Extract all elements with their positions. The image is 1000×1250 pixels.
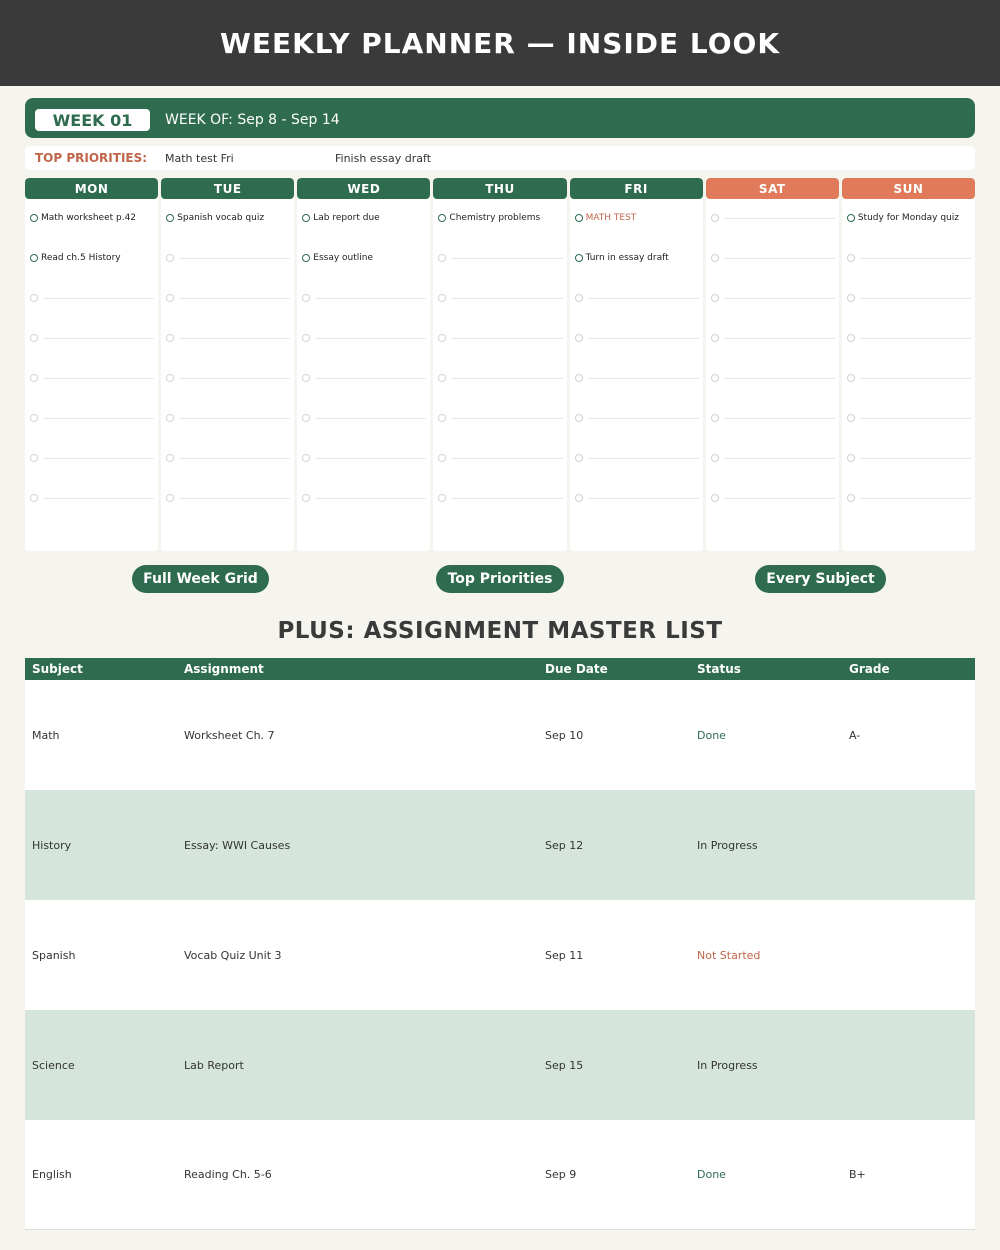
writing-line xyxy=(588,338,699,339)
writing-line xyxy=(860,258,971,259)
checkbox-circle-icon[interactable] xyxy=(711,374,719,382)
task-text: Spanish vocab quiz xyxy=(177,213,265,223)
checkbox-circle-icon[interactable] xyxy=(575,334,583,342)
writing-line xyxy=(860,458,971,459)
writing-line xyxy=(43,418,154,419)
day-column-sun xyxy=(842,178,975,551)
checkbox-circle-icon[interactable] xyxy=(166,294,174,302)
column-header-assignment: Assignment xyxy=(184,662,264,676)
task-item[interactable] xyxy=(433,199,566,239)
checkbox-circle-icon[interactable] xyxy=(30,454,38,462)
checkbox-circle-icon[interactable] xyxy=(302,214,310,222)
writing-line xyxy=(179,498,290,499)
week-bar xyxy=(25,98,975,138)
checkbox-circle-icon[interactable] xyxy=(302,334,310,342)
day-header: MON xyxy=(25,178,158,199)
writing-line xyxy=(43,498,154,499)
empty-task-slot[interactable] xyxy=(297,319,430,359)
writing-line xyxy=(588,498,699,499)
feature-pill-full-week-grid: Full Week Grid xyxy=(132,565,269,593)
cell-assignment: Vocab Quiz Unit 3 xyxy=(184,948,282,962)
empty-task-slot[interactable] xyxy=(706,319,839,359)
checkbox-circle-icon[interactable] xyxy=(30,494,38,502)
column-header-grade: Grade xyxy=(849,662,890,676)
checkbox-circle-icon[interactable] xyxy=(847,254,855,262)
checkbox-circle-icon[interactable] xyxy=(166,454,174,462)
cell-grade: A- xyxy=(849,728,861,742)
table-row[interactable] xyxy=(25,1120,975,1230)
writing-line xyxy=(179,418,290,419)
task-text: MATH TEST xyxy=(585,213,637,223)
checkbox-circle-icon[interactable] xyxy=(711,334,719,342)
task-text: Essay outline xyxy=(313,253,374,263)
checkbox-circle-icon[interactable] xyxy=(30,414,38,422)
checkbox-circle-icon[interactable] xyxy=(847,374,855,382)
assignment-table xyxy=(25,658,975,1230)
task-item[interactable] xyxy=(25,199,158,239)
day-header: FRI xyxy=(570,178,703,199)
task-item[interactable] xyxy=(297,199,430,239)
empty-task-slot[interactable] xyxy=(706,359,839,399)
day-column-mon xyxy=(25,178,158,551)
empty-task-slot[interactable] xyxy=(25,479,158,519)
day-column-fri xyxy=(570,178,703,551)
task-item[interactable] xyxy=(297,239,430,279)
cell-status: Not Started xyxy=(697,948,761,962)
checkbox-circle-icon[interactable] xyxy=(711,454,719,462)
checkbox-circle-icon[interactable] xyxy=(438,454,446,462)
empty-task-slot[interactable] xyxy=(297,399,430,439)
checkbox-circle-icon[interactable] xyxy=(575,214,583,222)
checkbox-circle-icon[interactable] xyxy=(847,414,855,422)
checkbox-circle-icon[interactable] xyxy=(438,294,446,302)
checkbox-circle-icon[interactable] xyxy=(575,494,583,502)
priority-item[interactable]: Finish essay draft xyxy=(335,151,432,165)
day-header: THU xyxy=(433,178,566,199)
empty-task-slot[interactable] xyxy=(433,279,566,319)
writing-line xyxy=(724,378,835,379)
empty-task-slot[interactable] xyxy=(842,359,975,399)
checkbox-circle-icon[interactable] xyxy=(438,494,446,502)
checkbox-circle-icon[interactable] xyxy=(847,334,855,342)
task-text: Turn in essay draft xyxy=(585,253,669,263)
empty-task-slot[interactable] xyxy=(161,359,294,399)
writing-line xyxy=(315,378,426,379)
task-text: Chemistry problems xyxy=(449,213,541,223)
task-text: Study for Monday quiz xyxy=(857,213,959,223)
empty-task-slot[interactable] xyxy=(25,319,158,359)
cell-assignment: Lab Report xyxy=(184,1058,244,1072)
cell-subject: Math xyxy=(32,728,60,742)
empty-task-slot[interactable] xyxy=(570,439,703,479)
checkbox-circle-icon[interactable] xyxy=(166,374,174,382)
writing-line xyxy=(179,338,290,339)
writing-line xyxy=(724,498,835,499)
writing-line xyxy=(860,378,971,379)
feature-pill-top-priorities: Top Priorities xyxy=(436,565,564,593)
empty-task-slot[interactable] xyxy=(570,279,703,319)
table-header xyxy=(25,658,975,680)
empty-task-slot[interactable] xyxy=(570,399,703,439)
checkbox-circle-icon[interactable] xyxy=(847,214,855,222)
writing-line xyxy=(179,258,290,259)
empty-task-slot[interactable] xyxy=(433,439,566,479)
empty-task-slot[interactable] xyxy=(297,439,430,479)
checkbox-circle-icon[interactable] xyxy=(711,494,719,502)
writing-line xyxy=(315,458,426,459)
writing-line xyxy=(179,378,290,379)
checkbox-circle-icon[interactable] xyxy=(166,254,174,262)
checkbox-circle-icon[interactable] xyxy=(438,374,446,382)
task-item[interactable] xyxy=(161,199,294,239)
writing-line xyxy=(724,298,835,299)
writing-line xyxy=(43,298,154,299)
writing-line xyxy=(724,458,835,459)
task-text: Math worksheet p.42 xyxy=(41,213,137,223)
empty-task-slot[interactable] xyxy=(706,479,839,519)
cell-status: In Progress xyxy=(697,1058,758,1072)
cell-assignment: Essay: WWI Causes xyxy=(184,838,291,852)
checkbox-circle-icon[interactable] xyxy=(302,294,310,302)
checkbox-circle-icon[interactable] xyxy=(166,334,174,342)
checkbox-circle-icon[interactable] xyxy=(711,294,719,302)
week-grid xyxy=(25,178,975,551)
checkbox-circle-icon[interactable] xyxy=(302,494,310,502)
checkbox-circle-icon[interactable] xyxy=(438,334,446,342)
empty-task-slot[interactable] xyxy=(706,399,839,439)
column-header-status: Status xyxy=(697,662,741,676)
writing-line xyxy=(860,418,971,419)
table-row[interactable] xyxy=(25,1010,975,1120)
priority-item[interactable]: Math test Fri xyxy=(165,151,234,165)
empty-task-slot[interactable] xyxy=(570,479,703,519)
checkbox-circle-icon[interactable] xyxy=(575,414,583,422)
cell-due: Sep 15 xyxy=(545,1058,584,1072)
checkbox-circle-icon[interactable] xyxy=(30,334,38,342)
writing-line xyxy=(451,258,562,259)
empty-task-slot[interactable] xyxy=(433,319,566,359)
cell-subject: History xyxy=(32,838,72,852)
task-text: Read ch.5 History xyxy=(41,253,121,263)
empty-task-slot[interactable] xyxy=(706,439,839,479)
checkbox-circle-icon[interactable] xyxy=(302,414,310,422)
writing-line xyxy=(724,338,835,339)
writing-line xyxy=(43,378,154,379)
empty-task-slot[interactable] xyxy=(706,199,839,239)
checkbox-circle-icon[interactable] xyxy=(847,454,855,462)
day-header: SUN xyxy=(842,178,975,199)
table-row[interactable] xyxy=(25,900,975,1010)
task-item[interactable] xyxy=(570,199,703,239)
checkbox-circle-icon[interactable] xyxy=(30,374,38,382)
writing-line xyxy=(860,298,971,299)
task-item[interactable] xyxy=(25,239,158,279)
checkbox-circle-icon[interactable] xyxy=(847,294,855,302)
checkbox-circle-icon[interactable] xyxy=(438,214,446,222)
task-item[interactable] xyxy=(570,239,703,279)
writing-line xyxy=(588,298,699,299)
writing-line xyxy=(451,418,562,419)
writing-line xyxy=(588,458,699,459)
empty-task-slot[interactable] xyxy=(842,399,975,439)
checkbox-circle-icon[interactable] xyxy=(30,254,38,262)
table-row[interactable] xyxy=(25,790,975,900)
cell-status: In Progress xyxy=(697,838,758,852)
empty-task-slot[interactable] xyxy=(842,319,975,359)
empty-task-slot[interactable] xyxy=(161,239,294,279)
writing-line xyxy=(588,378,699,379)
cell-due: Sep 9 xyxy=(545,1168,577,1181)
empty-task-slot[interactable] xyxy=(297,359,430,399)
writing-line xyxy=(451,378,562,379)
empty-task-slot[interactable] xyxy=(842,239,975,279)
checkbox-circle-icon[interactable] xyxy=(711,414,719,422)
top-priorities-bar xyxy=(25,146,975,170)
empty-task-slot[interactable] xyxy=(433,399,566,439)
empty-task-slot[interactable] xyxy=(706,279,839,319)
writing-line xyxy=(315,338,426,339)
checkbox-circle-icon[interactable] xyxy=(575,254,583,262)
priorities-label: TOP PRIORITIES: xyxy=(35,151,148,165)
writing-line xyxy=(451,498,562,499)
writing-line xyxy=(860,498,971,499)
checkbox-circle-icon[interactable] xyxy=(30,294,38,302)
empty-task-slot[interactable] xyxy=(297,279,430,319)
column-header-due-date: Due Date xyxy=(545,662,608,676)
checkbox-circle-icon[interactable] xyxy=(711,254,719,262)
writing-line xyxy=(43,458,154,459)
writing-line xyxy=(315,298,426,299)
cell-assignment: Reading Ch. 5-6 xyxy=(184,1168,272,1181)
cell-due: Sep 10 xyxy=(545,728,584,742)
writing-line xyxy=(860,338,971,339)
checkbox-circle-icon[interactable] xyxy=(847,494,855,502)
day-column-thu xyxy=(433,178,566,551)
writing-line xyxy=(179,458,290,459)
cell-status: Done xyxy=(697,1168,726,1181)
cell-status: Done xyxy=(697,728,726,742)
writing-line xyxy=(451,338,562,339)
empty-task-slot[interactable] xyxy=(842,279,975,319)
empty-task-slot[interactable] xyxy=(161,479,294,519)
day-header: TUE xyxy=(161,178,294,199)
column-header-subject: Subject xyxy=(32,662,83,676)
empty-task-slot[interactable] xyxy=(161,279,294,319)
writing-line xyxy=(315,498,426,499)
empty-task-slot[interactable] xyxy=(706,239,839,279)
checkbox-circle-icon[interactable] xyxy=(302,254,310,262)
writing-line xyxy=(451,458,562,459)
writing-line xyxy=(179,298,290,299)
checkbox-circle-icon[interactable] xyxy=(575,454,583,462)
empty-task-slot[interactable] xyxy=(297,479,430,519)
checkbox-circle-icon[interactable] xyxy=(30,214,38,222)
page-title: WEEKLY PLANNER — INSIDE LOOK xyxy=(219,26,781,60)
table-row[interactable] xyxy=(25,680,975,790)
cell-grade: B+ xyxy=(849,1168,866,1181)
cell-due: Sep 12 xyxy=(545,838,584,852)
task-text: Lab report due xyxy=(313,213,380,223)
cell-subject: Science xyxy=(32,1058,75,1072)
task-item[interactable] xyxy=(842,199,975,239)
checkbox-circle-icon[interactable] xyxy=(166,214,174,222)
day-header: SAT xyxy=(706,178,839,199)
empty-task-slot[interactable] xyxy=(161,319,294,359)
writing-line xyxy=(588,418,699,419)
writing-line xyxy=(724,218,835,219)
checkbox-circle-icon[interactable] xyxy=(438,254,446,262)
empty-task-slot[interactable] xyxy=(25,359,158,399)
empty-task-slot[interactable] xyxy=(25,439,158,479)
checkbox-circle-icon[interactable] xyxy=(575,374,583,382)
assignment-list-title: PLUS: ASSIGNMENT MASTER LIST xyxy=(277,618,723,644)
day-column-tue xyxy=(161,178,294,551)
cell-assignment: Worksheet Ch. 7 xyxy=(184,728,275,742)
empty-task-slot[interactable] xyxy=(842,439,975,479)
writing-line xyxy=(43,338,154,339)
cell-subject: Spanish xyxy=(32,948,76,962)
writing-line xyxy=(724,258,835,259)
empty-task-slot[interactable] xyxy=(25,399,158,439)
writing-line xyxy=(451,298,562,299)
checkbox-circle-icon[interactable] xyxy=(438,414,446,422)
empty-task-slot[interactable] xyxy=(433,239,566,279)
checkbox-circle-icon[interactable] xyxy=(302,454,310,462)
day-header: WED xyxy=(297,178,430,199)
checkbox-circle-icon[interactable] xyxy=(711,214,719,222)
writing-line xyxy=(724,418,835,419)
week-label: WEEK 01 xyxy=(35,109,150,131)
checkbox-circle-icon[interactable] xyxy=(302,374,310,382)
empty-task-slot[interactable] xyxy=(433,359,566,399)
feature-pill-every-subject: Every Subject xyxy=(755,565,886,593)
day-column-sat xyxy=(706,178,839,551)
empty-task-slot[interactable] xyxy=(161,399,294,439)
empty-task-slot[interactable] xyxy=(570,359,703,399)
day-column-wed xyxy=(297,178,430,551)
checkbox-circle-icon[interactable] xyxy=(166,414,174,422)
writing-line xyxy=(315,418,426,419)
week-range: WEEK OF: Sep 8 - Sep 14 xyxy=(165,112,340,128)
checkbox-circle-icon[interactable] xyxy=(575,294,583,302)
empty-task-slot[interactable] xyxy=(433,479,566,519)
cell-subject: English xyxy=(32,1168,72,1181)
empty-task-slot[interactable] xyxy=(842,479,975,519)
header-bar xyxy=(0,0,1000,86)
checkbox-circle-icon[interactable] xyxy=(166,494,174,502)
empty-task-slot[interactable] xyxy=(570,319,703,359)
empty-task-slot[interactable] xyxy=(25,279,158,319)
empty-task-slot[interactable] xyxy=(161,439,294,479)
cell-due: Sep 11 xyxy=(545,948,584,962)
